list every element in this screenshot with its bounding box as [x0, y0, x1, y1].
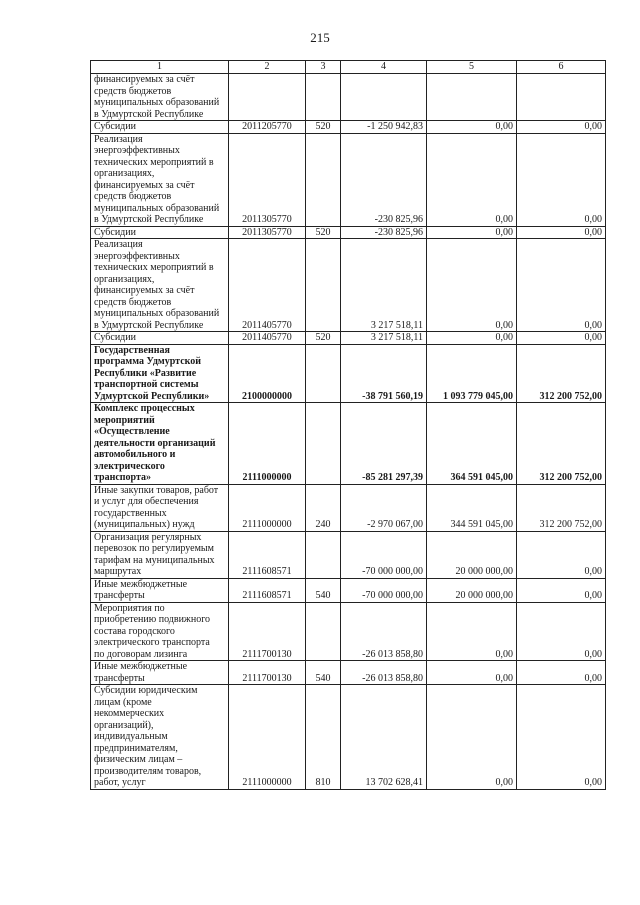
amount-col5-cell: 20 000 000,00 [427, 578, 517, 602]
expense-type-cell [306, 403, 341, 485]
amount-col5-cell: 0,00 [427, 121, 517, 134]
table-row [91, 226, 606, 239]
target-code-cell: 2111000000 [229, 484, 306, 531]
row-name-cell: Реализация энергоэффективных технических мероприятий в организациях, финансируемых за счёт средств бюджетов муниципальных образований в Удмуртской Республике [91, 239, 229, 332]
expense-type-cell [306, 239, 341, 332]
page-number: 215 [310, 30, 330, 45]
amount-col6-cell [517, 74, 606, 121]
table-row [91, 74, 606, 121]
expense-type-cell: 540 [306, 578, 341, 602]
amount-col4-cell: -2 970 067,00 [341, 484, 427, 531]
expense-type-cell: 520 [306, 226, 341, 239]
target-code-cell: 2011205770 [229, 121, 306, 134]
expense-type-cell [306, 344, 341, 403]
target-code-cell: 2111608571 [229, 578, 306, 602]
amount-col6-cell: 0,00 [517, 685, 606, 790]
table-row [91, 332, 606, 345]
table-row [91, 484, 606, 531]
amount-col5-cell: 364 591 045,00 [427, 403, 517, 485]
amount-col5-cell: 344 591 045,00 [427, 484, 517, 531]
target-code-cell: 2011305770 [229, 133, 306, 226]
column-header: 6 [517, 61, 606, 74]
column-header: 3 [306, 61, 341, 74]
amount-col4-cell: -230 825,96 [341, 133, 427, 226]
expense-type-cell: 240 [306, 484, 341, 531]
column-header: 5 [427, 61, 517, 74]
table-row [91, 344, 606, 403]
budget-table [90, 60, 606, 790]
target-code-cell: 2011405770 [229, 239, 306, 332]
amount-col5-cell: 0,00 [427, 685, 517, 790]
expense-type-cell [306, 133, 341, 226]
amount-col6-cell: 0,00 [517, 602, 606, 661]
column-header: 1 [91, 61, 229, 74]
amount-col6-cell: 0,00 [517, 332, 606, 345]
target-code-cell: 2111000000 [229, 685, 306, 790]
expense-type-cell [306, 602, 341, 661]
target-code-cell: 2100000000 [229, 344, 306, 403]
amount-col4-cell: 3 217 518,11 [341, 332, 427, 345]
target-code-cell: 2111700130 [229, 661, 306, 685]
target-code-cell: 2011405770 [229, 332, 306, 345]
amount-col4-cell: -70 000 000,00 [341, 531, 427, 578]
amount-col5-cell: 0,00 [427, 133, 517, 226]
amount-col5-cell: 0,00 [427, 239, 517, 332]
target-code-cell: 2011305770 [229, 226, 306, 239]
amount-col4-cell: 13 702 628,41 [341, 685, 427, 790]
table-row [91, 121, 606, 134]
table-row [91, 578, 606, 602]
expense-type-cell [306, 531, 341, 578]
column-header: 2 [229, 61, 306, 74]
row-name-cell: финансируемых за счёт средств бюджетов муниципальных образований в Удмуртской Республике [91, 74, 229, 121]
table-row [91, 685, 606, 790]
amount-col6-cell: 312 200 752,00 [517, 484, 606, 531]
table-row [91, 661, 606, 685]
amount-col5-cell: 0,00 [427, 602, 517, 661]
amount-col4-cell: -38 791 560,19 [341, 344, 427, 403]
row-name-cell: Организация регулярных перевозок по регулируемым тарифам на муниципальных маршрутах [91, 531, 229, 578]
amount-col5-cell [427, 74, 517, 121]
target-code-cell: 2111000000 [229, 403, 306, 485]
amount-col5-cell: 1 093 779 045,00 [427, 344, 517, 403]
amount-col6-cell: 0,00 [517, 578, 606, 602]
amount-col5-cell: 20 000 000,00 [427, 531, 517, 578]
row-name-cell: Субсидии [91, 121, 229, 134]
amount-col6-cell: 0,00 [517, 239, 606, 332]
header-row [91, 61, 606, 74]
expense-type-cell: 520 [306, 121, 341, 134]
amount-col6-cell: 0,00 [517, 121, 606, 134]
row-name-cell: Субсидии [91, 332, 229, 345]
table-row [91, 602, 606, 661]
amount-col4-cell: -230 825,96 [341, 226, 427, 239]
row-name-cell: Государственная программа Удмуртской Республики «Развитие транспортной системы Удмуртской Республики» [91, 344, 229, 403]
table-row [91, 531, 606, 578]
amount-col4-cell: -70 000 000,00 [341, 578, 427, 602]
amount-col6-cell: 312 200 752,00 [517, 344, 606, 403]
row-name-cell: Реализация энергоэффективных технических мероприятий в организациях, финансируемых за счёт средств бюджетов муниципальных образований в Удмуртской Республике [91, 133, 229, 226]
amount-col4-cell: -85 281 297,39 [341, 403, 427, 485]
expense-type-cell: 520 [306, 332, 341, 345]
table-row [91, 403, 606, 485]
row-name-cell: Иные межбюджетные трансферты [91, 578, 229, 602]
amount-col6-cell: 312 200 752,00 [517, 403, 606, 485]
amount-col6-cell: 0,00 [517, 226, 606, 239]
amount-col5-cell: 0,00 [427, 661, 517, 685]
amount-col5-cell: 0,00 [427, 226, 517, 239]
target-code-cell: 2111608571 [229, 531, 306, 578]
row-name-cell: Субсидии [91, 226, 229, 239]
row-name-cell: Иные закупки товаров, работ и услуг для обеспечения государственных (муниципальных) нужд [91, 484, 229, 531]
amount-col6-cell: 0,00 [517, 133, 606, 226]
row-name-cell: Иные межбюджетные трансферты [91, 661, 229, 685]
expense-type-cell [306, 74, 341, 121]
table-row [91, 133, 606, 226]
column-header: 4 [341, 61, 427, 74]
target-code-cell [229, 74, 306, 121]
row-name-cell: Субсидии юридическим лицам (кроме некоммерческих организаций), индивидуальным предпринимателям, физическим лицам – производителям товаров, работ, услуг [91, 685, 229, 790]
row-name-cell: Мероприятия по приобретению подвижного состава городского электрического транспорта по договорам лизинга [91, 602, 229, 661]
target-code-cell: 2111700130 [229, 602, 306, 661]
amount-col6-cell: 0,00 [517, 661, 606, 685]
amount-col4-cell: -26 013 858,80 [341, 602, 427, 661]
amount-col4-cell [341, 74, 427, 121]
amount-col4-cell: -1 250 942,83 [341, 121, 427, 134]
expense-type-cell: 540 [306, 661, 341, 685]
expense-type-cell: 810 [306, 685, 341, 790]
amount-col4-cell: -26 013 858,80 [341, 661, 427, 685]
amount-col6-cell: 0,00 [517, 531, 606, 578]
amount-col4-cell: 3 217 518,11 [341, 239, 427, 332]
amount-col5-cell: 0,00 [427, 332, 517, 345]
row-name-cell: Комплекс процессных мероприятий «Осуществление деятельности организаций автомобильного и электрического транспорта» [91, 403, 229, 485]
table-row [91, 239, 606, 332]
